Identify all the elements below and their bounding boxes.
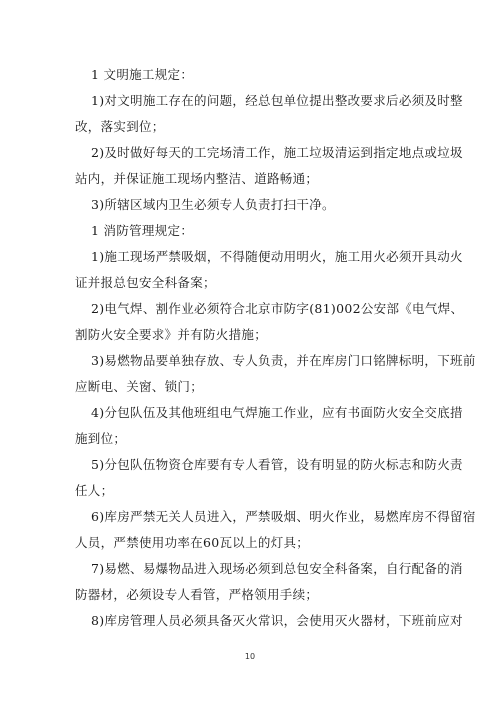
text-line: 2)电气焊、割作业必须符合北京市防字(81)002公安部《电气焊、	[91, 301, 464, 316]
text-line: 3)易燃物品要单独存放、专人负责，并在库房门口铭牌标明，下班前	[91, 353, 476, 368]
text-line: 8)库房管理人员必须具备灭火常识，会使用灭火器材，下班前应对	[91, 613, 463, 628]
text-line: 证并报总包安全科备案；	[75, 275, 216, 290]
heading-fire-management: 1 消防管理规定：	[91, 223, 194, 238]
text-line: 防器材，必须设专人看管，严格领用手续；	[75, 587, 319, 602]
text-line: 1)对文明施工存在的问题，经总包单位提出整改要求后必须及时整	[91, 93, 463, 108]
text-line: 割防火安全要求》并有防火措施；	[75, 327, 268, 342]
page-number: 10	[244, 652, 256, 661]
heading-civilized-construction: 1 文明施工规定：	[91, 67, 194, 82]
text-line: 2)及时做好每天的工完场清工作，施工垃圾清运到指定地点或垃圾	[91, 145, 463, 160]
text-line: 1)施工现场严禁吸烟，不得随便动用明火，施工用火必须开具动火	[91, 249, 463, 264]
text-line: 5)分包队伍物资仓库要有专人看管，设有明显的防火标志和防火责	[91, 457, 463, 472]
text-line: 改，落实到位；	[75, 119, 165, 134]
text-line: 3)所辖区域内卫生必须专人负责打扫干净。	[91, 197, 335, 212]
text-line: 应断电、关窗、锁门；	[75, 379, 204, 394]
text-line: 站内，并保证施工现场内整洁、道路畅通；	[75, 171, 319, 186]
text-line: 任人；	[75, 483, 114, 498]
text-line: 4)分包队伍及其他班组电气焊施工作业，应有书面防火安全交底措	[91, 405, 463, 420]
text-line: 7)易燃、易爆物品进入现场必须到总包安全科备案，自行配备的消	[91, 561, 463, 576]
text-line: 施到位；	[75, 431, 127, 446]
text-line: 人员，严禁使用功率在60瓦以上的灯具；	[75, 535, 310, 550]
text-line: 6)库房严禁无关人员进入，严禁吸烟、明火作业，易燃库房不得留宿	[91, 509, 476, 524]
